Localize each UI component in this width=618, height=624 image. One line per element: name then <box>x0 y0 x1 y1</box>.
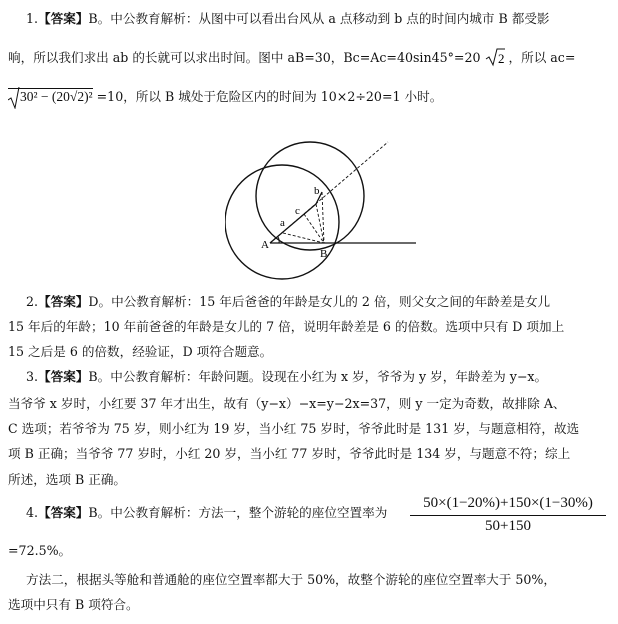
q1-text-2-tail: ，所以 ac= <box>508 50 576 65</box>
fraction-denominator: 50+150 <box>485 518 531 534</box>
fraction-numerator: 50×(1−20%)+150×(1−30%) <box>423 495 593 511</box>
sqrt-2-radicand: 2 <box>497 51 504 66</box>
q1-answer-tag: 【答案】 <box>38 11 89 26</box>
q4-result: =72.5%。 <box>8 543 72 558</box>
q1-text-3: =10，所以 B 城处于危险区内的时间为 10×2÷20=1 小时。 <box>96 89 443 104</box>
q4-line-1 <box>26 505 387 521</box>
q3-number: 3. <box>26 369 39 384</box>
sqrt-expression <box>8 88 93 105</box>
q4-number: 4. <box>26 505 39 520</box>
q2-number: 2. <box>26 294 39 309</box>
q2-line-2: 15 年后的年龄；10 年前爸爸的年龄是女儿的 7 倍，说明年龄差是 6 的倍数。选项中只有 D 项加上 <box>8 319 565 334</box>
q3-answer-tag: 【答案】 <box>38 369 89 384</box>
q3-line-1 <box>26 369 547 385</box>
label-c: c <box>295 205 300 217</box>
q2-line-1 <box>26 294 550 310</box>
q3-line-3: C 选项；若爷爷为 75 岁，则小红为 19 岁，当小红 75 岁时，爷爷此时是 131 岁，与题意相符，故选 <box>8 421 580 436</box>
label-B: B <box>320 248 328 260</box>
q4-method2-line-2: 选项中只有 B 项符合。 <box>8 597 139 612</box>
fraction-bar <box>410 515 606 516</box>
q4-answer-tag: 【答案】 <box>38 505 89 520</box>
sqrt-radicand: 30² − (20√2)² <box>20 89 93 104</box>
q3-line-4: 项 B 正确；当爷爷 77 岁时，小红 20 岁，当小红 77 岁时，爷爷此时是 134 岁，与题意不符；综上 <box>8 446 571 461</box>
label-b: b <box>314 185 320 197</box>
circle-B <box>256 142 364 250</box>
q4-text-1: B。中公教育解析：方法一，整个游轮的座位空置率为 <box>88 505 388 520</box>
q2-answer-tag: 【答案】 <box>38 294 89 309</box>
q1-number: 1. <box>26 11 39 26</box>
q3-text-1: B。中公教育解析：年龄问题。设现在小红为 x 岁，爷爷为 y 岁，年龄差为 y−x。 <box>88 369 548 384</box>
q2-text-1: D。中公教育解析：15 年后爸爸的年龄是女儿的 2 倍，则父女之间的年龄差是女儿 <box>88 294 551 309</box>
q1-line-3 <box>8 86 442 105</box>
q3-line-2: 当爷爷 x 岁时，小红要 37 年才出生，故有（y−x）−x=y−2x=37，则 y 一定为奇数，故排除 A、 <box>8 396 566 411</box>
sqrt-sign-icon <box>485 47 505 67</box>
sqrt-2 <box>485 47 505 67</box>
q1-line-1 <box>26 11 550 27</box>
q1-text-1: B。中公教育解析：从图中可以看出台风从 a 点移动到 b 点的时间内城市 B 都受影 <box>88 11 550 26</box>
q2-line-3: 15 之后是 6 的倍数，经验证，D 项符合题意。 <box>8 344 273 359</box>
segment-AB-dashed <box>283 233 324 243</box>
big-sqrt-sign-icon <box>8 87 20 109</box>
q3-line-5: 所述，选项 B 正确。 <box>8 472 127 487</box>
label-A: A <box>261 239 269 251</box>
q1-text-2: 响，所以我们求出 ab 的长就可以求出时间。图中 aB=30，Bc=Ac=40sin45°=20 <box>8 50 481 65</box>
q4-method2-line-1: 方法二，根据头等舱和普通舱的座位空置率都大于 50%，故整个游轮的座位空置率大于 50%， <box>26 572 556 587</box>
q1-line-2 <box>8 47 575 67</box>
label-a: a <box>280 217 285 229</box>
geometry-figure <box>225 140 450 290</box>
segment-Aa <box>270 204 316 243</box>
